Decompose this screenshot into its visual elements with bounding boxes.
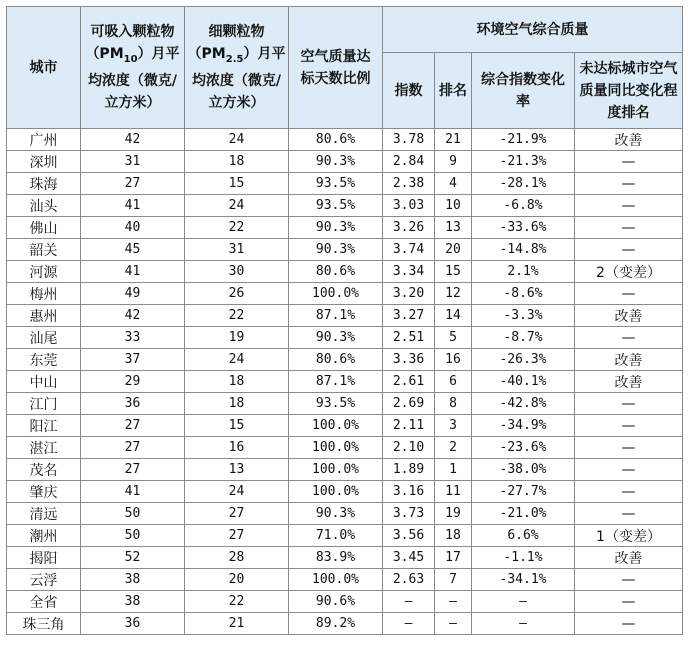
cell-index: 2.10: [383, 437, 435, 459]
cell-attainment-ratio: 100.0%: [289, 459, 383, 481]
cell-city: 深圳: [7, 151, 81, 173]
cell-nonattainment-rank: 改善: [575, 305, 683, 327]
cell-pm25: 16: [185, 437, 289, 459]
cell-index: 3.78: [383, 129, 435, 151]
cell-index: 3.34: [383, 261, 435, 283]
cell-rank: 12: [435, 283, 472, 305]
cell-nonattainment-rank: —: [575, 283, 683, 305]
cell-rank: 19: [435, 503, 472, 525]
cell-nonattainment-rank: —: [575, 173, 683, 195]
cell-pm25: 18: [185, 371, 289, 393]
cell-city: 清远: [7, 503, 81, 525]
cell-pm10: 41: [81, 261, 185, 283]
cell-city: 珠三角: [7, 613, 81, 635]
cell-nonattainment-rank: 1（变差）: [575, 525, 683, 547]
cell-rank: 14: [435, 305, 472, 327]
cell-index: 3.73: [383, 503, 435, 525]
cell-change-rate: -27.7%: [472, 481, 575, 503]
cell-change-rate: 6.6%: [472, 525, 575, 547]
cell-change-rate: -6.8%: [472, 195, 575, 217]
cell-rank: 5: [435, 327, 472, 349]
cell-rank: 2: [435, 437, 472, 459]
cell-city: 梅州: [7, 283, 81, 305]
cell-rank: —: [435, 613, 472, 635]
cell-city: 茂名: [7, 459, 81, 481]
cell-pm10: 52: [81, 547, 185, 569]
cell-pm25: 13: [185, 459, 289, 481]
cell-pm25: 19: [185, 327, 289, 349]
cell-rank: —: [435, 591, 472, 613]
cell-change-rate: 2.1%: [472, 261, 575, 283]
cell-rank: 7: [435, 569, 472, 591]
cell-pm25: 24: [185, 195, 289, 217]
cell-pm25: 20: [185, 569, 289, 591]
cell-change-rate: -33.6%: [472, 217, 575, 239]
cell-index: 3.45: [383, 547, 435, 569]
cell-city: 汕头: [7, 195, 81, 217]
cell-change-rate: -14.8%: [472, 239, 575, 261]
table-row: [7, 305, 683, 327]
cell-pm10: 27: [81, 437, 185, 459]
cell-index: 3.74: [383, 239, 435, 261]
cell-pm10: 50: [81, 503, 185, 525]
cell-city: 珠海: [7, 173, 81, 195]
cell-pm10: 42: [81, 305, 185, 327]
cell-nonattainment-rank: —: [575, 591, 683, 613]
header-nonattainment-rank: 未达标城市空气质量同比变化程度排名: [575, 53, 683, 129]
cell-pm10: 36: [81, 613, 185, 635]
table-row: [7, 481, 683, 503]
cell-attainment-ratio: 89.2%: [289, 613, 383, 635]
cell-change-rate: -21.3%: [472, 151, 575, 173]
cell-change-rate: -42.8%: [472, 393, 575, 415]
cell-nonattainment-rank: 改善: [575, 547, 683, 569]
table-row: [7, 173, 683, 195]
cell-attainment-ratio: 93.5%: [289, 195, 383, 217]
cell-nonattainment-rank: —: [575, 415, 683, 437]
cell-attainment-ratio: 90.3%: [289, 151, 383, 173]
cell-attainment-ratio: 100.0%: [289, 283, 383, 305]
cell-change-rate: -8.6%: [472, 283, 575, 305]
cell-nonattainment-rank: —: [575, 613, 683, 635]
cell-pm10: 27: [81, 459, 185, 481]
cell-index: 3.26: [383, 217, 435, 239]
table-row: [7, 327, 683, 349]
cell-pm10: 38: [81, 591, 185, 613]
table-row: [7, 437, 683, 459]
cell-city: 中山: [7, 371, 81, 393]
table-row: [7, 459, 683, 481]
cell-attainment-ratio: 90.3%: [289, 327, 383, 349]
cell-rank: 17: [435, 547, 472, 569]
cell-attainment-ratio: 80.6%: [289, 129, 383, 151]
cell-nonattainment-rank: —: [575, 327, 683, 349]
cell-nonattainment-rank: —: [575, 195, 683, 217]
cell-change-rate: -3.3%: [472, 305, 575, 327]
cell-pm10: 50: [81, 525, 185, 547]
cell-pm10: 41: [81, 195, 185, 217]
cell-pm10: 38: [81, 569, 185, 591]
cell-attainment-ratio: 93.5%: [289, 173, 383, 195]
cell-attainment-ratio: 80.6%: [289, 349, 383, 371]
cell-index: 1.89: [383, 459, 435, 481]
cell-attainment-ratio: 100.0%: [289, 481, 383, 503]
cell-attainment-ratio: 90.3%: [289, 503, 383, 525]
cell-change-rate: -8.7%: [472, 327, 575, 349]
cell-nonattainment-rank: —: [575, 459, 683, 481]
cell-change-rate: -38.0%: [472, 459, 575, 481]
header-attainment-ratio: 空气质量达标天数比例: [289, 7, 383, 129]
table-row: [7, 349, 683, 371]
header-change-rate: 综合指数变化率: [472, 53, 575, 129]
cell-pm25: 22: [185, 591, 289, 613]
cell-pm10: 41: [81, 481, 185, 503]
cell-rank: 4: [435, 173, 472, 195]
header-pm10: 可吸入颗粒物$(PM_{10})$月平均浓度（微克/立方米）: [81, 7, 185, 129]
cell-attainment-ratio: 100.0%: [289, 569, 383, 591]
table-body: [7, 129, 683, 635]
cell-rank: 11: [435, 481, 472, 503]
cell-pm25: 22: [185, 217, 289, 239]
header-pm25: 细颗粒物$(PM_{2.5})$月平均浓度（微克/立方米）: [185, 7, 289, 129]
cell-change-rate: -34.1%: [472, 569, 575, 591]
header-city: 城市: [7, 7, 81, 129]
cell-change-rate: -1.1%: [472, 547, 575, 569]
table-row: [7, 195, 683, 217]
cell-rank: 13: [435, 217, 472, 239]
cell-city: 广州: [7, 129, 81, 151]
cell-pm25: 18: [185, 151, 289, 173]
cell-index: 2.38: [383, 173, 435, 195]
cell-city: 阳江: [7, 415, 81, 437]
cell-city: 肇庆: [7, 481, 81, 503]
cell-nonattainment-rank: 2（变差）: [575, 261, 683, 283]
cell-rank: 6: [435, 371, 472, 393]
cell-index: 3.27: [383, 305, 435, 327]
cell-rank: 3: [435, 415, 472, 437]
cell-attainment-ratio: 80.6%: [289, 261, 383, 283]
cell-pm10: 27: [81, 173, 185, 195]
cell-rank: 15: [435, 261, 472, 283]
cell-nonattainment-rank: —: [575, 481, 683, 503]
cell-rank: 9: [435, 151, 472, 173]
cell-nonattainment-rank: —: [575, 569, 683, 591]
cell-index: 3.16: [383, 481, 435, 503]
cell-city: 潮州: [7, 525, 81, 547]
cell-pm25: 28: [185, 547, 289, 569]
cell-change-rate: —: [472, 591, 575, 613]
cell-pm10: 45: [81, 239, 185, 261]
cell-pm10: 49: [81, 283, 185, 305]
cell-city: 汕尾: [7, 327, 81, 349]
cell-pm25: 18: [185, 393, 289, 415]
cell-pm10: 42: [81, 129, 185, 151]
cell-change-rate: -40.1%: [472, 371, 575, 393]
cell-city: 揭阳: [7, 547, 81, 569]
table-row: [7, 503, 683, 525]
cell-pm10: 31: [81, 151, 185, 173]
cell-index: 2.61: [383, 371, 435, 393]
cell-change-rate: -21.0%: [472, 503, 575, 525]
cell-pm25: 31: [185, 239, 289, 261]
table-row: [7, 569, 683, 591]
cell-rank: 1: [435, 459, 472, 481]
cell-attainment-ratio: 71.0%: [289, 525, 383, 547]
table-row: [7, 129, 683, 151]
cell-pm25: 27: [185, 503, 289, 525]
cell-pm10: 40: [81, 217, 185, 239]
cell-pm10: 27: [81, 415, 185, 437]
air-quality-table: [6, 6, 683, 635]
table-row: [7, 613, 683, 635]
cell-attainment-ratio: 83.9%: [289, 547, 383, 569]
cell-attainment-ratio: 93.5%: [289, 393, 383, 415]
cell-pm25: 24: [185, 129, 289, 151]
cell-index: 3.56: [383, 525, 435, 547]
cell-attainment-ratio: 90.3%: [289, 239, 383, 261]
cell-rank: 10: [435, 195, 472, 217]
table-row: [7, 239, 683, 261]
cell-index: 2.51: [383, 327, 435, 349]
table-row: [7, 261, 683, 283]
cell-pm25: 30: [185, 261, 289, 283]
cell-change-rate: —: [472, 613, 575, 635]
cell-pm25: 24: [185, 481, 289, 503]
cell-city: 佛山: [7, 217, 81, 239]
cell-city: 云浮: [7, 569, 81, 591]
cell-pm25: 27: [185, 525, 289, 547]
cell-nonattainment-rank: 改善: [575, 129, 683, 151]
cell-pm25: 24: [185, 349, 289, 371]
cell-nonattainment-rank: —: [575, 393, 683, 415]
cell-index: 2.63: [383, 569, 435, 591]
cell-rank: 18: [435, 525, 472, 547]
cell-change-rate: -23.6%: [472, 437, 575, 459]
cell-change-rate: -34.9%: [472, 415, 575, 437]
cell-city: 湛江: [7, 437, 81, 459]
cell-pm25: 15: [185, 173, 289, 195]
table-row: [7, 393, 683, 415]
table-row: [7, 415, 683, 437]
cell-nonattainment-rank: —: [575, 503, 683, 525]
cell-attainment-ratio: 100.0%: [289, 415, 383, 437]
cell-nonattainment-rank: —: [575, 437, 683, 459]
cell-pm10: 29: [81, 371, 185, 393]
cell-attainment-ratio: 87.1%: [289, 371, 383, 393]
cell-change-rate: -21.9%: [472, 129, 575, 151]
table-row: [7, 217, 683, 239]
cell-attainment-ratio: 90.6%: [289, 591, 383, 613]
cell-change-rate: -26.3%: [472, 349, 575, 371]
cell-pm10: 33: [81, 327, 185, 349]
table-row: [7, 371, 683, 393]
cell-index: 3.20: [383, 283, 435, 305]
cell-nonattainment-rank: —: [575, 217, 683, 239]
cell-rank: 16: [435, 349, 472, 371]
cell-rank: 21: [435, 129, 472, 151]
cell-pm25: 22: [185, 305, 289, 327]
cell-change-rate: -28.1%: [472, 173, 575, 195]
table-row: [7, 547, 683, 569]
cell-city: 江门: [7, 393, 81, 415]
cell-index: —: [383, 613, 435, 635]
table-row: [7, 525, 683, 547]
cell-attainment-ratio: 100.0%: [289, 437, 383, 459]
cell-rank: 8: [435, 393, 472, 415]
cell-attainment-ratio: 87.1%: [289, 305, 383, 327]
table-row: [7, 591, 683, 613]
cell-index: 3.03: [383, 195, 435, 217]
table-header: [7, 7, 683, 129]
cell-attainment-ratio: 90.3%: [289, 217, 383, 239]
cell-pm25: 21: [185, 613, 289, 635]
cell-pm10: 37: [81, 349, 185, 371]
cell-index: 3.36: [383, 349, 435, 371]
cell-index: 2.11: [383, 415, 435, 437]
table-row: [7, 151, 683, 173]
cell-rank: 20: [435, 239, 472, 261]
cell-city: 韶关: [7, 239, 81, 261]
cell-nonattainment-rank: —: [575, 151, 683, 173]
cell-city: 东莞: [7, 349, 81, 371]
header-composite-quality: 环境空气综合质量: [383, 7, 683, 53]
cell-index: 2.84: [383, 151, 435, 173]
cell-pm25: 26: [185, 283, 289, 305]
cell-pm25: 15: [185, 415, 289, 437]
cell-pm10: 36: [81, 393, 185, 415]
cell-index: —: [383, 591, 435, 613]
cell-city: 河源: [7, 261, 81, 283]
header-rank: 排名: [435, 53, 472, 129]
cell-nonattainment-rank: 改善: [575, 371, 683, 393]
cell-nonattainment-rank: 改善: [575, 349, 683, 371]
header-index: 指数: [383, 53, 435, 129]
cell-city: 全省: [7, 591, 81, 613]
table-row: [7, 283, 683, 305]
cell-city: 惠州: [7, 305, 81, 327]
cell-nonattainment-rank: —: [575, 239, 683, 261]
cell-index: 2.69: [383, 393, 435, 415]
